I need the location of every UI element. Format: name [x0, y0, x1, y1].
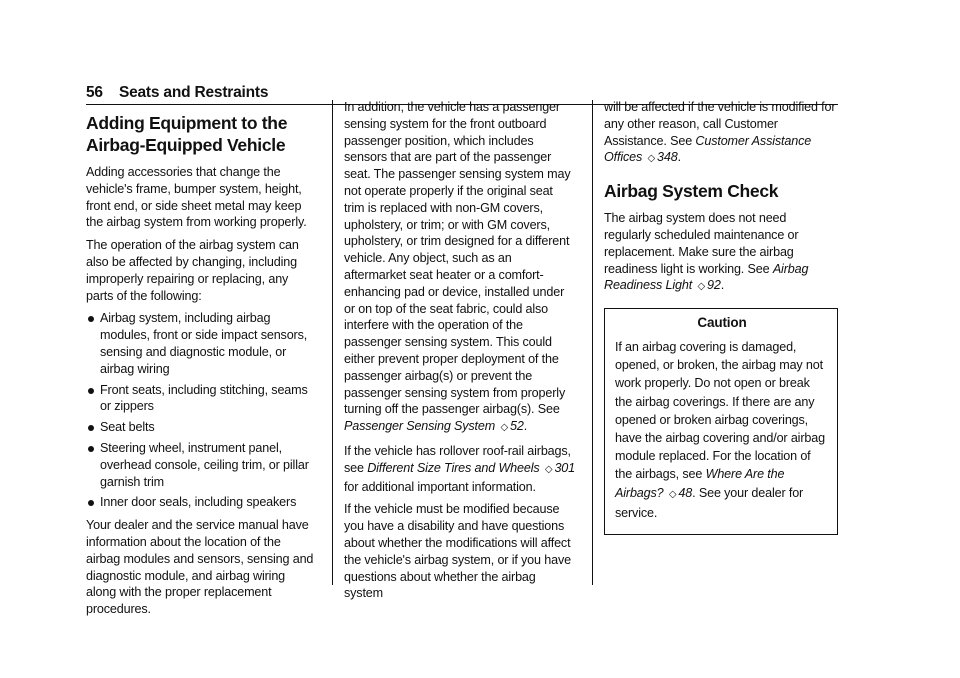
page-ref-arrow-icon: ◇	[697, 281, 705, 293]
paragraph: If the vehicle must be modified because you have a disability and have questions about whether the modifications will affect the vehicle's airbag system, or if you have questions about whether the airbag system	[344, 502, 571, 601]
running-header	[86, 84, 268, 102]
page-ref-arrow-icon: ◇	[647, 153, 656, 165]
bullet-icon	[88, 316, 94, 322]
cross-reference-link[interactable]: Airbag Readiness Light ◇ 92	[604, 261, 809, 293]
paragraph: The airbag system does not need regularly scheduled maintenance or replacement. Make sure the airbag readiness light is working. See Airbag Readiness Light ◇ 92.	[604, 211, 809, 293]
bullet-icon	[88, 425, 94, 431]
list-item: Steering wheel, instrument panel, overhead console, ceiling trim, or pillar garnish trim	[86, 440, 318, 490]
column-1	[86, 112, 318, 624]
cross-reference-link[interactable]: Where Are the Airbags? ◇ 48	[615, 467, 785, 500]
paragraph: The operation of the airbag system can also be affected by changing, including improperly repairing or replacing, any parts of the following:	[86, 238, 299, 303]
heading-adding-equipment: Adding Equipment to the Airbag-Equipped Vehicle	[86, 113, 288, 155]
bullet-icon	[88, 446, 94, 452]
column-2	[344, 99, 576, 608]
list-item: Inner door seals, including speakers	[86, 494, 318, 511]
bullet-icon	[88, 388, 94, 394]
page-number: 56	[86, 84, 103, 101]
bullet-icon	[88, 500, 94, 506]
bullet-list	[86, 310, 318, 511]
caution-box	[604, 308, 838, 535]
caution-text: If an airbag covering is damaged, opened, or broken, the airbag may not work properly. Do not open or break the airbag coverings. If there are any opened or broken airbag coverings, have the airbag covering and/or airbag module replaced. For the location of the airbags, see Where Are the Airbags? ◇ 48. See your dealer for service.	[615, 339, 825, 520]
section-title: Seats and Restraints	[118, 84, 269, 101]
heading-airbag-system-check: Airbag System Check	[604, 181, 779, 202]
paragraph: Adding accessories that change the vehicle's frame, bumper system, height, front end, or side sheet metal may keep the airbag system from working properly.	[86, 165, 307, 230]
list-item: Seat belts	[86, 419, 318, 436]
page-ref-arrow-icon: ◇	[500, 422, 509, 434]
paragraph: In addition, the vehicle has a passenger sensing system for the front outboard passenger position, which includes sensors that are part of the passenger seat. The passenger sensing system may not operate properly if the original seat trim is replaced with non-GM covers, upholstery, or trim; or with GM covers, upholstery, or trim designed for a different vehicle. Any object, such as an aftermarket seat heater or a comfort-enhancing pad or device, installed under or on top of the seat fabric, could also interfere with the operation of the passenger sensing system. This could either prevent proper deployment of the passenger airbag(s) or prevent the passenger sensing system from properly turning off the passenger airbag(s). See Passenger Sensing System ◇ 52.	[344, 100, 571, 434]
list-item: Front seats, including stitching, seams or zippers	[86, 382, 318, 416]
column-divider-2	[592, 100, 593, 585]
page-ref-arrow-icon: ◇	[668, 488, 677, 500]
column-divider-1	[332, 100, 333, 585]
list-item: Airbag system, including airbag modules, front or side impact sensors, sensing and diagnostic module, or airbag wiring	[86, 310, 318, 377]
paragraph: Your dealer and the service manual have information about the location of the airbag modules and sensors, sensing and diagnostic module, and airbag wiring along with the proper replacement procedures.	[86, 518, 314, 617]
page-ref-arrow-icon: ◇	[544, 463, 553, 475]
cross-reference-link[interactable]: Different Size Tires and Wheels ◇ 301	[367, 460, 576, 475]
column-3	[604, 99, 836, 535]
cross-reference-link[interactable]: Customer Assistance Offices ◇ 348	[604, 133, 812, 165]
paragraph: will be affected if the vehicle is modified for any other reason, call Customer Assistance. See Customer Assistance Offices ◇ 348.	[604, 100, 836, 165]
caution-title: Caution	[697, 315, 747, 331]
paragraph: If the vehicle has rollover roof-rail airbags, see Different Size Tires and Wheels ◇ 301 for additional important information.	[344, 443, 576, 494]
cross-reference-link[interactable]: Passenger Sensing System ◇ 52	[344, 419, 524, 434]
